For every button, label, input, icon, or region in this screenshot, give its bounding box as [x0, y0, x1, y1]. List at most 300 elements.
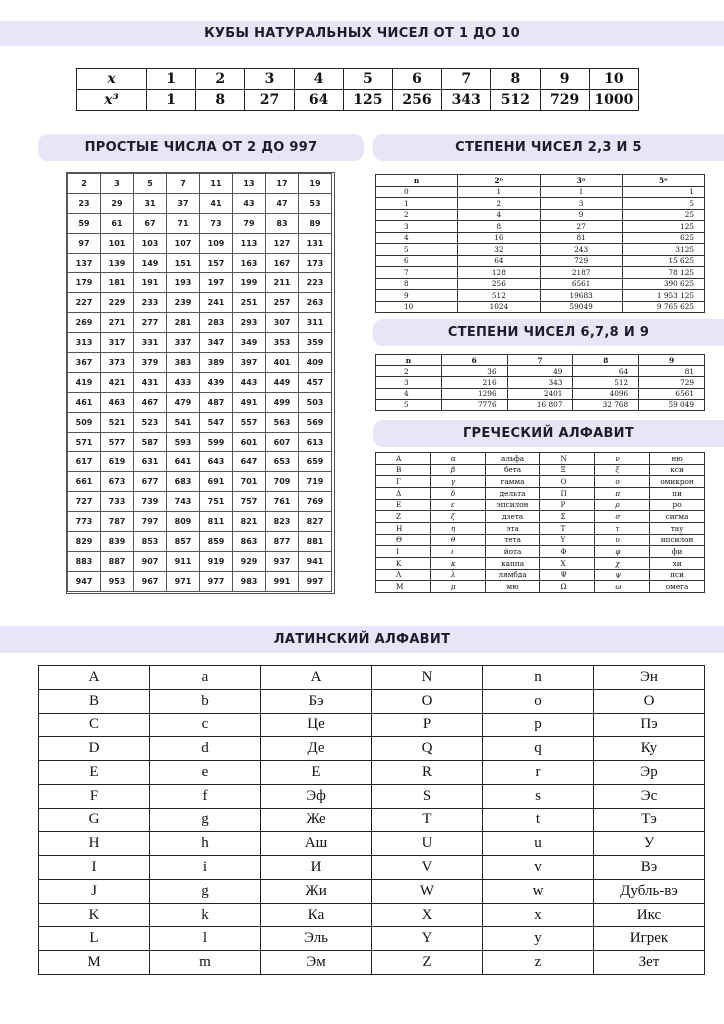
powers-6789-row	[376, 377, 705, 388]
cubes-x-cell: 1	[147, 69, 196, 90]
powers-6789-header-row	[376, 355, 705, 366]
prime-cell: 977	[200, 571, 233, 591]
prime-cell: 839	[101, 532, 134, 552]
prime-cell: 751	[200, 492, 233, 512]
prime-cell: 661	[68, 472, 101, 492]
greek-cell: Δ	[376, 487, 431, 499]
prime-cell: 797	[134, 512, 167, 532]
greek-cell: ρ	[595, 499, 650, 511]
prime-cell: 691	[200, 472, 233, 492]
latin-cell: o	[483, 689, 594, 713]
latin-cell: A	[39, 666, 150, 690]
powers-235-cell: 1 953 125	[622, 290, 704, 302]
prime-cell: 127	[266, 233, 299, 253]
prime-cell: 701	[233, 472, 266, 492]
greek-cell: Θ	[376, 534, 431, 546]
greek-row	[376, 453, 705, 465]
greek-cell: бета	[485, 464, 540, 476]
greek-cell: κ	[430, 557, 485, 569]
latin-cell: s	[483, 784, 594, 808]
greek-cell: ν	[595, 453, 650, 465]
latin-cell: i	[150, 856, 261, 880]
prime-cell: 173	[299, 253, 332, 273]
prime-cell: 431	[134, 372, 167, 392]
powers-6789-cell: 343	[507, 377, 573, 388]
prime-cell: 151	[167, 253, 200, 273]
prime-cell: 443	[233, 372, 266, 392]
latin-cell: V	[372, 856, 483, 880]
prime-cell: 179	[68, 273, 101, 293]
latin-cell: X	[372, 903, 483, 927]
prime-cell: 419	[68, 372, 101, 392]
prime-cell: 29	[101, 193, 134, 213]
prime-cell: 137	[68, 253, 101, 273]
greek-cell: π	[595, 487, 650, 499]
latin-alphabet-table	[38, 665, 705, 975]
powers-6789-header: 6	[441, 355, 507, 366]
powers-235-cell: 1	[622, 186, 704, 198]
greek-cell: φ	[595, 546, 650, 558]
prime-cell: 461	[68, 392, 101, 412]
greek-cell: альфа	[485, 453, 540, 465]
powers-235-cell: 19683	[540, 290, 622, 302]
latin-cell: w	[483, 879, 594, 903]
greek-cell: Π	[540, 487, 595, 499]
prime-cell: 683	[167, 472, 200, 492]
prime-cell: 97	[68, 233, 101, 253]
prime-cell: 263	[299, 293, 332, 313]
prime-cell: 853	[134, 532, 167, 552]
greek-row	[376, 557, 705, 569]
powers-6789-cell: 7776	[441, 399, 507, 410]
cubes-table	[76, 68, 639, 111]
prime-cell: 193	[167, 273, 200, 293]
cubes-x3-cell: 64	[294, 90, 343, 111]
latin-alphabet-title: ЛАТИНСКИЙ АЛФАВИТ	[0, 626, 724, 653]
greek-cell: Ο	[540, 476, 595, 488]
prime-cell: 463	[101, 392, 134, 412]
cubes-title: КУБЫ НАТУРАЛЬНЫХ ЧИСЕЛ ОТ 1 ДО 10	[0, 21, 724, 46]
latin-cell: q	[483, 737, 594, 761]
greek-cell: ипсилон	[650, 534, 705, 546]
prime-cell: 571	[68, 432, 101, 452]
latin-cell: p	[483, 713, 594, 737]
latin-cell: a	[150, 666, 261, 690]
primes-row	[68, 512, 332, 532]
powers-235-cell: 5	[376, 244, 458, 256]
latin-row	[39, 761, 705, 785]
cubes-x3-cell: 8	[196, 90, 245, 111]
prime-cell: 197	[200, 273, 233, 293]
powers-6789-cell: 59 049	[639, 399, 705, 410]
prime-cell: 769	[299, 492, 332, 512]
powers-235-row	[376, 209, 705, 221]
primes-row	[68, 472, 332, 492]
prime-cell: 331	[134, 333, 167, 353]
powers-235-cell: 9	[540, 209, 622, 221]
prime-cell: 887	[101, 551, 134, 571]
latin-cell: g	[150, 879, 261, 903]
prime-cell: 269	[68, 313, 101, 333]
greek-cell: Ν	[540, 453, 595, 465]
cubes-x-label: x	[77, 69, 147, 90]
prime-cell: 773	[68, 512, 101, 532]
prime-cell: 733	[101, 492, 134, 512]
prime-cell: 3	[101, 174, 134, 194]
powers-235-cell: 2187	[540, 267, 622, 279]
powers-6789-header: 9	[639, 355, 705, 366]
cubes-x-cell: 7	[442, 69, 491, 90]
prime-cell: 337	[167, 333, 200, 353]
powers-235-cell: 128	[458, 267, 540, 279]
prime-cell: 823	[266, 512, 299, 532]
powers-235-cell: 4	[376, 232, 458, 244]
powers-6789-cell: 4096	[573, 388, 639, 399]
latin-cell: Вэ	[594, 856, 705, 880]
greek-cell: Ε	[376, 499, 431, 511]
prime-cell: 457	[299, 372, 332, 392]
powers-235-row	[376, 290, 705, 302]
latin-cell: B	[39, 689, 150, 713]
powers-235-cell: 6561	[540, 278, 622, 290]
powers-235-cell: 256	[458, 278, 540, 290]
prime-cell: 251	[233, 293, 266, 313]
prime-cell: 569	[299, 412, 332, 432]
greek-cell: кси	[650, 464, 705, 476]
prime-cell: 167	[266, 253, 299, 273]
greek-cell: Λ	[376, 569, 431, 581]
primes-row	[68, 213, 332, 233]
prime-cell: 971	[167, 571, 200, 591]
prime-cell: 811	[200, 512, 233, 532]
powers-235-cell: 5	[622, 198, 704, 210]
cubes-x-cell: 8	[491, 69, 540, 90]
greek-cell: μ	[430, 581, 485, 593]
prime-cell: 673	[101, 472, 134, 492]
powers-235-cell: 7	[376, 267, 458, 279]
greek-cell: гамма	[485, 476, 540, 488]
primes-row	[68, 571, 332, 591]
powers-6789-cell: 729	[639, 377, 705, 388]
powers-235-row	[376, 198, 705, 210]
prime-cell: 41	[200, 193, 233, 213]
prime-cell: 353	[266, 333, 299, 353]
greek-row	[376, 581, 705, 593]
powers-235-cell: 3125	[622, 244, 704, 256]
greek-cell: Κ	[376, 557, 431, 569]
greek-cell: Τ	[540, 522, 595, 534]
powers-6789-header: 7	[507, 355, 573, 366]
prime-cell: 317	[101, 333, 134, 353]
greek-cell: γ	[430, 476, 485, 488]
greek-cell: ε	[430, 499, 485, 511]
powers-235-cell: 3	[540, 198, 622, 210]
latin-cell: D	[39, 737, 150, 761]
greek-cell: хи	[650, 557, 705, 569]
latin-cell: U	[372, 832, 483, 856]
latin-cell: S	[372, 784, 483, 808]
prime-cell: 59	[68, 213, 101, 233]
prime-cell: 997	[299, 571, 332, 591]
powers-6789-cell: 64	[573, 366, 639, 377]
greek-cell: пи	[650, 487, 705, 499]
greek-cell: Η	[376, 522, 431, 534]
powers-235-cell: 59049	[540, 301, 622, 313]
latin-cell: c	[150, 713, 261, 737]
powers-6789-cell: 1296	[441, 388, 507, 399]
primes-row	[68, 392, 332, 412]
latin-cell: Эль	[261, 927, 372, 951]
latin-cell: F	[39, 784, 150, 808]
latin-cell: m	[150, 951, 261, 975]
prime-cell: 181	[101, 273, 134, 293]
greek-cell: ню	[650, 453, 705, 465]
latin-cell: J	[39, 879, 150, 903]
prime-cell: 191	[134, 273, 167, 293]
powers-6789-cell: 5	[376, 399, 442, 410]
prime-cell: 421	[101, 372, 134, 392]
powers-6789-cell: 49	[507, 366, 573, 377]
cubes-x3-cell: 256	[392, 90, 441, 111]
greek-cell: υ	[595, 534, 650, 546]
prime-cell: 613	[299, 432, 332, 452]
latin-cell: Эф	[261, 784, 372, 808]
prime-cell: 947	[68, 571, 101, 591]
greek-row	[376, 499, 705, 511]
prime-cell: 379	[134, 353, 167, 373]
prime-cell: 541	[167, 412, 200, 432]
prime-cell: 397	[233, 353, 266, 373]
prime-cell: 277	[134, 313, 167, 333]
prime-cell: 967	[134, 571, 167, 591]
powers-235-cell: 32	[458, 244, 540, 256]
latin-cell: v	[483, 856, 594, 880]
prime-cell: 677	[134, 472, 167, 492]
greek-cell: ι	[430, 546, 485, 558]
powers-235-row	[376, 221, 705, 233]
latin-row	[39, 737, 705, 761]
prime-cell: 5	[134, 174, 167, 194]
cubes-x3-label: x³	[77, 90, 147, 111]
prime-cell: 937	[266, 551, 299, 571]
greek-cell: ο	[595, 476, 650, 488]
powers-6789-cell: 512	[573, 377, 639, 388]
latin-row	[39, 832, 705, 856]
prime-cell: 2	[68, 174, 101, 194]
prime-cell: 281	[167, 313, 200, 333]
powers-235-cell: 64	[458, 255, 540, 267]
prime-cell: 293	[233, 313, 266, 333]
prime-cell: 523	[134, 412, 167, 432]
latin-cell: P	[372, 713, 483, 737]
powers-6789-cell: 4	[376, 388, 442, 399]
powers-6789-cell: 3	[376, 377, 442, 388]
greek-row	[376, 546, 705, 558]
primes-row	[68, 193, 332, 213]
latin-cell: n	[483, 666, 594, 690]
prime-cell: 659	[299, 452, 332, 472]
latin-cell: I	[39, 856, 150, 880]
prime-cell: 53	[299, 193, 332, 213]
primes-row	[68, 313, 332, 333]
latin-cell: Икс	[594, 903, 705, 927]
latin-cell: k	[150, 903, 261, 927]
powers-6789-row	[376, 388, 705, 399]
prime-cell: 863	[233, 532, 266, 552]
primes-row	[68, 551, 332, 571]
greek-cell: ψ	[595, 569, 650, 581]
powers-235-cell: 4	[458, 209, 540, 221]
prime-cell: 761	[266, 492, 299, 512]
powers-235-title: СТЕПЕНИ ЧИСЕЛ 2,3 И 5	[373, 134, 724, 161]
latin-cell: Зет	[594, 951, 705, 975]
greek-row	[376, 569, 705, 581]
powers-6789-cell: 2401	[507, 388, 573, 399]
powers-6789-header: n	[376, 355, 442, 366]
prime-cell: 409	[299, 353, 332, 373]
prime-cell: 907	[134, 551, 167, 571]
greek-row	[376, 522, 705, 534]
greek-cell: τ	[595, 522, 650, 534]
prime-cell: 859	[200, 532, 233, 552]
latin-cell: Эр	[594, 761, 705, 785]
prime-cell: 83	[266, 213, 299, 233]
prime-cell: 109	[200, 233, 233, 253]
latin-cell: N	[372, 666, 483, 690]
latin-row	[39, 856, 705, 880]
powers-235-cell: 1024	[458, 301, 540, 313]
powers-235-header: 5ⁿ	[622, 175, 704, 187]
prime-cell: 619	[101, 452, 134, 472]
latin-cell: h	[150, 832, 261, 856]
powers-235-cell: 78 125	[622, 267, 704, 279]
greek-cell: Ξ	[540, 464, 595, 476]
cubes-x-cell: 10	[589, 69, 638, 90]
prime-cell: 347	[200, 333, 233, 353]
prime-cell: 433	[167, 372, 200, 392]
prime-cell: 11	[200, 174, 233, 194]
latin-cell: e	[150, 761, 261, 785]
latin-cell: Эн	[594, 666, 705, 690]
prime-cell: 19	[299, 174, 332, 194]
prime-cell: 509	[68, 412, 101, 432]
powers-235-cell: 625	[622, 232, 704, 244]
prime-cell: 61	[101, 213, 134, 233]
latin-cell: Эм	[261, 951, 372, 975]
prime-cell: 587	[134, 432, 167, 452]
greek-cell: Ζ	[376, 511, 431, 523]
latin-row	[39, 951, 705, 975]
primes-row	[68, 372, 332, 392]
greek-row	[376, 464, 705, 476]
greek-cell: Σ	[540, 511, 595, 523]
cubes-x3-cell: 512	[491, 90, 540, 111]
latin-cell: Игрек	[594, 927, 705, 951]
greek-cell: Υ	[540, 534, 595, 546]
latin-cell: Жи	[261, 879, 372, 903]
powers-235-cell: 2	[376, 209, 458, 221]
powers-235-cell: 9 765 625	[622, 301, 704, 313]
prime-cell: 709	[266, 472, 299, 492]
primes-table	[67, 173, 332, 592]
prime-cell: 877	[266, 532, 299, 552]
prime-cell: 199	[233, 273, 266, 293]
powers-235-cell: 243	[540, 244, 622, 256]
powers-235-cell: 729	[540, 255, 622, 267]
prime-cell: 163	[233, 253, 266, 273]
prime-cell: 593	[167, 432, 200, 452]
prime-cell: 311	[299, 313, 332, 333]
prime-cell: 739	[134, 492, 167, 512]
cubes-x3-cell: 125	[343, 90, 392, 111]
powers-235-row	[376, 255, 705, 267]
latin-cell: Пэ	[594, 713, 705, 737]
greek-cell: дельта	[485, 487, 540, 499]
cubes-x-cell: 5	[343, 69, 392, 90]
prime-cell: 307	[266, 313, 299, 333]
prime-cell: 557	[233, 412, 266, 432]
latin-cell: y	[483, 927, 594, 951]
prime-cell: 601	[233, 432, 266, 452]
prime-cell: 449	[266, 372, 299, 392]
prime-cell: 283	[200, 313, 233, 333]
cubes-x-cell: 6	[392, 69, 441, 90]
primes-row	[68, 353, 332, 373]
prime-cell: 23	[68, 193, 101, 213]
greek-cell: эта	[485, 522, 540, 534]
prime-cell: 313	[68, 333, 101, 353]
latin-cell: Эс	[594, 784, 705, 808]
powers-6789-table	[375, 354, 705, 411]
prime-cell: 521	[101, 412, 134, 432]
powers-235-cell: 512	[458, 290, 540, 302]
greek-cell: сигма	[650, 511, 705, 523]
latin-cell: Y	[372, 927, 483, 951]
greek-cell: Ω	[540, 581, 595, 593]
prime-cell: 227	[68, 293, 101, 313]
greek-cell: Ρ	[540, 499, 595, 511]
prime-cell: 13	[233, 174, 266, 194]
powers-235-cell: 2	[458, 198, 540, 210]
greek-cell: θ	[430, 534, 485, 546]
greek-cell: Α	[376, 453, 431, 465]
prime-cell: 491	[233, 392, 266, 412]
cubes-x3-cell: 1000	[589, 90, 638, 111]
prime-cell: 47	[266, 193, 299, 213]
powers-6789-cell: 36	[441, 366, 507, 377]
prime-cell: 229	[101, 293, 134, 313]
latin-cell: Q	[372, 737, 483, 761]
latin-cell: О	[594, 689, 705, 713]
latin-cell: z	[483, 951, 594, 975]
powers-235-cell: 1	[540, 186, 622, 198]
greek-row	[376, 511, 705, 523]
powers-6789-cell: 216	[441, 377, 507, 388]
powers-235-cell: 9	[376, 290, 458, 302]
powers-235-header: 3ⁿ	[540, 175, 622, 187]
greek-cell: Γ	[376, 476, 431, 488]
prime-cell: 389	[200, 353, 233, 373]
latin-cell: C	[39, 713, 150, 737]
greek-cell: лямбда	[485, 569, 540, 581]
prime-cell: 487	[200, 392, 233, 412]
greek-cell: Ψ	[540, 569, 595, 581]
prime-cell: 257	[266, 293, 299, 313]
primes-row	[68, 333, 332, 353]
powers-235-cell: 1	[376, 198, 458, 210]
greek-alphabet-title: ГРЕЧЕСКИЙ АЛФАВИТ	[373, 420, 724, 447]
latin-cell: Це	[261, 713, 372, 737]
